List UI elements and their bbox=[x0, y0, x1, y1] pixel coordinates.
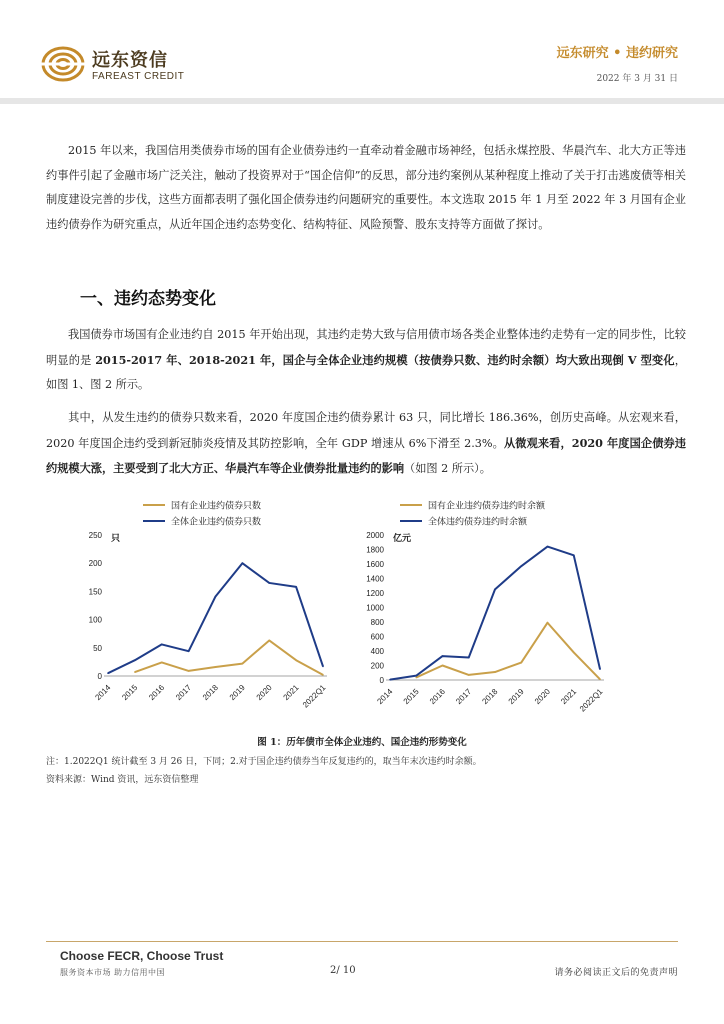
data-point-1-1-0 bbox=[389, 679, 391, 681]
data-point-1-0-6 bbox=[547, 622, 549, 624]
data-point-0-1-2 bbox=[161, 644, 163, 646]
data-point-1-0-2 bbox=[442, 665, 444, 667]
chart-default-balance bbox=[340, 492, 640, 730]
y-tick-0-1: 50 bbox=[93, 643, 102, 653]
figure-caption: 图 1：历年债市全体企业违约、国企违约形势变化 bbox=[257, 737, 467, 748]
page-number: 2/ 10 bbox=[330, 965, 356, 976]
x-tick-1-8: 2022Q1 bbox=[577, 687, 605, 714]
x-tick-0-4: 2018 bbox=[200, 683, 220, 702]
p2-text-c: （如图 2 所示）。 bbox=[404, 462, 491, 475]
data-point-0-1-6 bbox=[268, 582, 270, 584]
x-tick-1-2: 2016 bbox=[427, 687, 447, 706]
chart-bond-count bbox=[40, 492, 340, 730]
x-tick-0-5: 2019 bbox=[227, 683, 247, 702]
data-point-0-1-5 bbox=[242, 562, 244, 564]
series-line-1-1 bbox=[390, 547, 600, 680]
fareast-logo-icon bbox=[40, 44, 86, 84]
intro-text: 2015 年以来，我国信用类债券市场的国有企业债券违约一直牵动着金融市场神经，包括永煤控股、华晨汽车、北大方正等违约事件引起了金融市场广泛关注，触动了投资界对于“国企信仰”的反思，部分违约案例从某种程度上推动了关于打击逃废债等相关制度建设完善的步伐，这些方面都表明了强化国企债券违约问题研究的重要性。本文选取 2015 年 1 月至 2022 年 3 月国有企业违约债券作为研究重点，从近年国企违约态势变化、结构特征、风险预警、股东支持等方面做了探讨。 bbox=[46, 144, 686, 231]
y-tick-0-5: 250 bbox=[88, 531, 102, 540]
x-tick-1-4: 2018 bbox=[480, 687, 500, 706]
report-date: 2022 年 3 月 31 日 bbox=[596, 74, 678, 84]
x-tick-1-7: 2021 bbox=[559, 687, 579, 706]
data-point-0-0-2 bbox=[161, 662, 163, 664]
data-point-0-0-6 bbox=[268, 640, 270, 642]
data-point-0-1-0 bbox=[107, 672, 109, 674]
data-point-1-1-1 bbox=[415, 675, 417, 677]
data-point-1-1-4 bbox=[494, 589, 496, 591]
legend-label-1-0: 国有企业违约债券违约时余额 bbox=[428, 500, 546, 511]
data-point-1-1-5 bbox=[520, 565, 522, 567]
data-point-1-1-2 bbox=[442, 655, 444, 657]
page-header bbox=[0, 0, 724, 104]
data-point-1-0-4 bbox=[494, 671, 496, 673]
y-tick-1-3: 600 bbox=[370, 632, 384, 642]
intro-paragraph bbox=[46, 139, 686, 237]
footer-subtitle: 服务资本市场 助力信用中国 bbox=[60, 968, 166, 977]
y-tick-1-6: 1200 bbox=[366, 589, 384, 598]
y-tick-0-2: 100 bbox=[88, 615, 102, 625]
data-point-0-1-7 bbox=[295, 586, 297, 588]
x-tick-0-1: 2015 bbox=[120, 683, 140, 702]
y-tick-1-2: 400 bbox=[370, 647, 384, 656]
x-tick-1-1: 2015 bbox=[401, 687, 421, 706]
data-point-1-1-6 bbox=[547, 546, 549, 548]
data-point-0-1-1 bbox=[134, 659, 136, 661]
footer-slogan: Choose FECR, Choose Trust bbox=[60, 949, 224, 963]
x-tick-0-8: 2022Q1 bbox=[300, 683, 328, 710]
footer-divider bbox=[46, 941, 678, 942]
x-tick-0-0: 2014 bbox=[93, 683, 113, 702]
y-unit-label-0: 只 bbox=[111, 533, 121, 543]
x-tick-1-5: 2019 bbox=[506, 687, 526, 706]
x-tick-0-3: 2017 bbox=[174, 683, 194, 702]
series-line-1-0 bbox=[416, 623, 600, 680]
data-point-0-0-5 bbox=[242, 663, 244, 665]
data-point-0-0-3 bbox=[188, 670, 190, 672]
data-point-0-0-4 bbox=[215, 666, 217, 668]
data-point-1-0-5 bbox=[520, 662, 522, 664]
p1-text-a: 我国债券市场国有企业违约自 2015 年开始出现，其违约走势大致与信用债市场各类企业整体违约走势有一定的同步性，比较明显的是 bbox=[46, 328, 686, 367]
x-tick-0-7: 2021 bbox=[281, 683, 301, 702]
p1-text-c: ，如图 1、图 2 所示。 bbox=[46, 353, 686, 391]
data-point-0-0-7 bbox=[295, 659, 297, 661]
y-tick-0-0: 0 bbox=[97, 672, 102, 681]
y-tick-1-0: 0 bbox=[379, 676, 384, 685]
figure-note: 注：1.2022Q1 统计截至 3 月 26 日，下同；2.对于国企违约债券当年反复违约的，取当年末次违约时余额。 bbox=[46, 757, 482, 767]
x-tick-1-3: 2017 bbox=[454, 687, 474, 706]
data-point-1-0-3 bbox=[468, 674, 470, 676]
y-tick-1-7: 1400 bbox=[366, 574, 384, 584]
data-point-0-1-3 bbox=[188, 650, 190, 652]
legend-label-1-1: 全体违约债券违约时余额 bbox=[428, 516, 528, 527]
brand-name-en: FAREAST CREDIT bbox=[92, 71, 185, 82]
y-tick-1-9: 1800 bbox=[366, 545, 384, 555]
header-divider bbox=[0, 98, 724, 104]
data-point-1-1-3 bbox=[468, 657, 470, 659]
y-tick-0-4: 200 bbox=[88, 559, 102, 569]
p1-text-bold: 2015-2017 年、2018-2021 年，国企与全体企业违约规模（按债券只数、违约时余额）均大致出现倒 V 型变化 bbox=[95, 352, 675, 367]
x-tick-1-0: 2014 bbox=[375, 687, 395, 706]
y-tick-1-4: 800 bbox=[370, 618, 384, 627]
p2-text-bold: 从微观来看，2020 年度国企债券违约规模大涨，主要受到了北大方正、华晨汽车等企业债券批量违约的影响 bbox=[46, 435, 686, 475]
y-tick-1-8: 1600 bbox=[366, 560, 384, 569]
data-point-1-0-1 bbox=[415, 677, 417, 679]
data-point-1-0-8 bbox=[599, 678, 601, 680]
y-tick-1-10: 2000 bbox=[366, 531, 384, 540]
data-point-0-1-8 bbox=[322, 666, 324, 668]
section-paragraph-1 bbox=[46, 323, 686, 398]
data-point-1-0-7 bbox=[573, 652, 575, 654]
data-point-0-1-4 bbox=[215, 596, 217, 598]
brand-name-cn: 远东资信 bbox=[92, 50, 168, 71]
p2-text-a: 其中，从发生违约的债券只数来看，2020 年度国企违约债券累计 63 只，同比增长 186.36%，创历史高峰。从宏观来看，2020 年度国企违约受到新冠肺炎疫情及其防控影响，全年 GDP 增速从 6%下滑至 2.3%。 bbox=[46, 411, 686, 450]
y-tick-0-3: 150 bbox=[88, 587, 102, 597]
section-heading: 一、违约态势变化 bbox=[80, 289, 216, 309]
disclaimer-note: 请务必阅读正文后的免责声明 bbox=[554, 968, 678, 978]
x-tick-1-6: 2020 bbox=[532, 687, 552, 706]
figure-source: 资料来源：Wind 资讯，远东资信整理 bbox=[46, 775, 199, 785]
x-tick-0-2: 2016 bbox=[147, 683, 167, 702]
legend-label-0-0: 国有企业违约债券只数 bbox=[171, 500, 262, 511]
x-tick-0-6: 2020 bbox=[254, 683, 274, 702]
report-category: 远东研究 • 违约研究 bbox=[556, 46, 678, 61]
data-point-0-0-8 bbox=[322, 674, 324, 676]
data-point-0-0-1 bbox=[134, 671, 136, 673]
data-point-1-1-8 bbox=[599, 668, 601, 670]
legend-label-0-1: 全体企业违约债券只数 bbox=[171, 516, 262, 527]
section-paragraph-2 bbox=[46, 406, 686, 482]
y-unit-label-1: 亿元 bbox=[393, 533, 412, 543]
y-tick-1-5: 1000 bbox=[366, 603, 384, 613]
y-tick-1-1: 200 bbox=[370, 661, 384, 671]
data-point-1-1-7 bbox=[573, 555, 575, 557]
